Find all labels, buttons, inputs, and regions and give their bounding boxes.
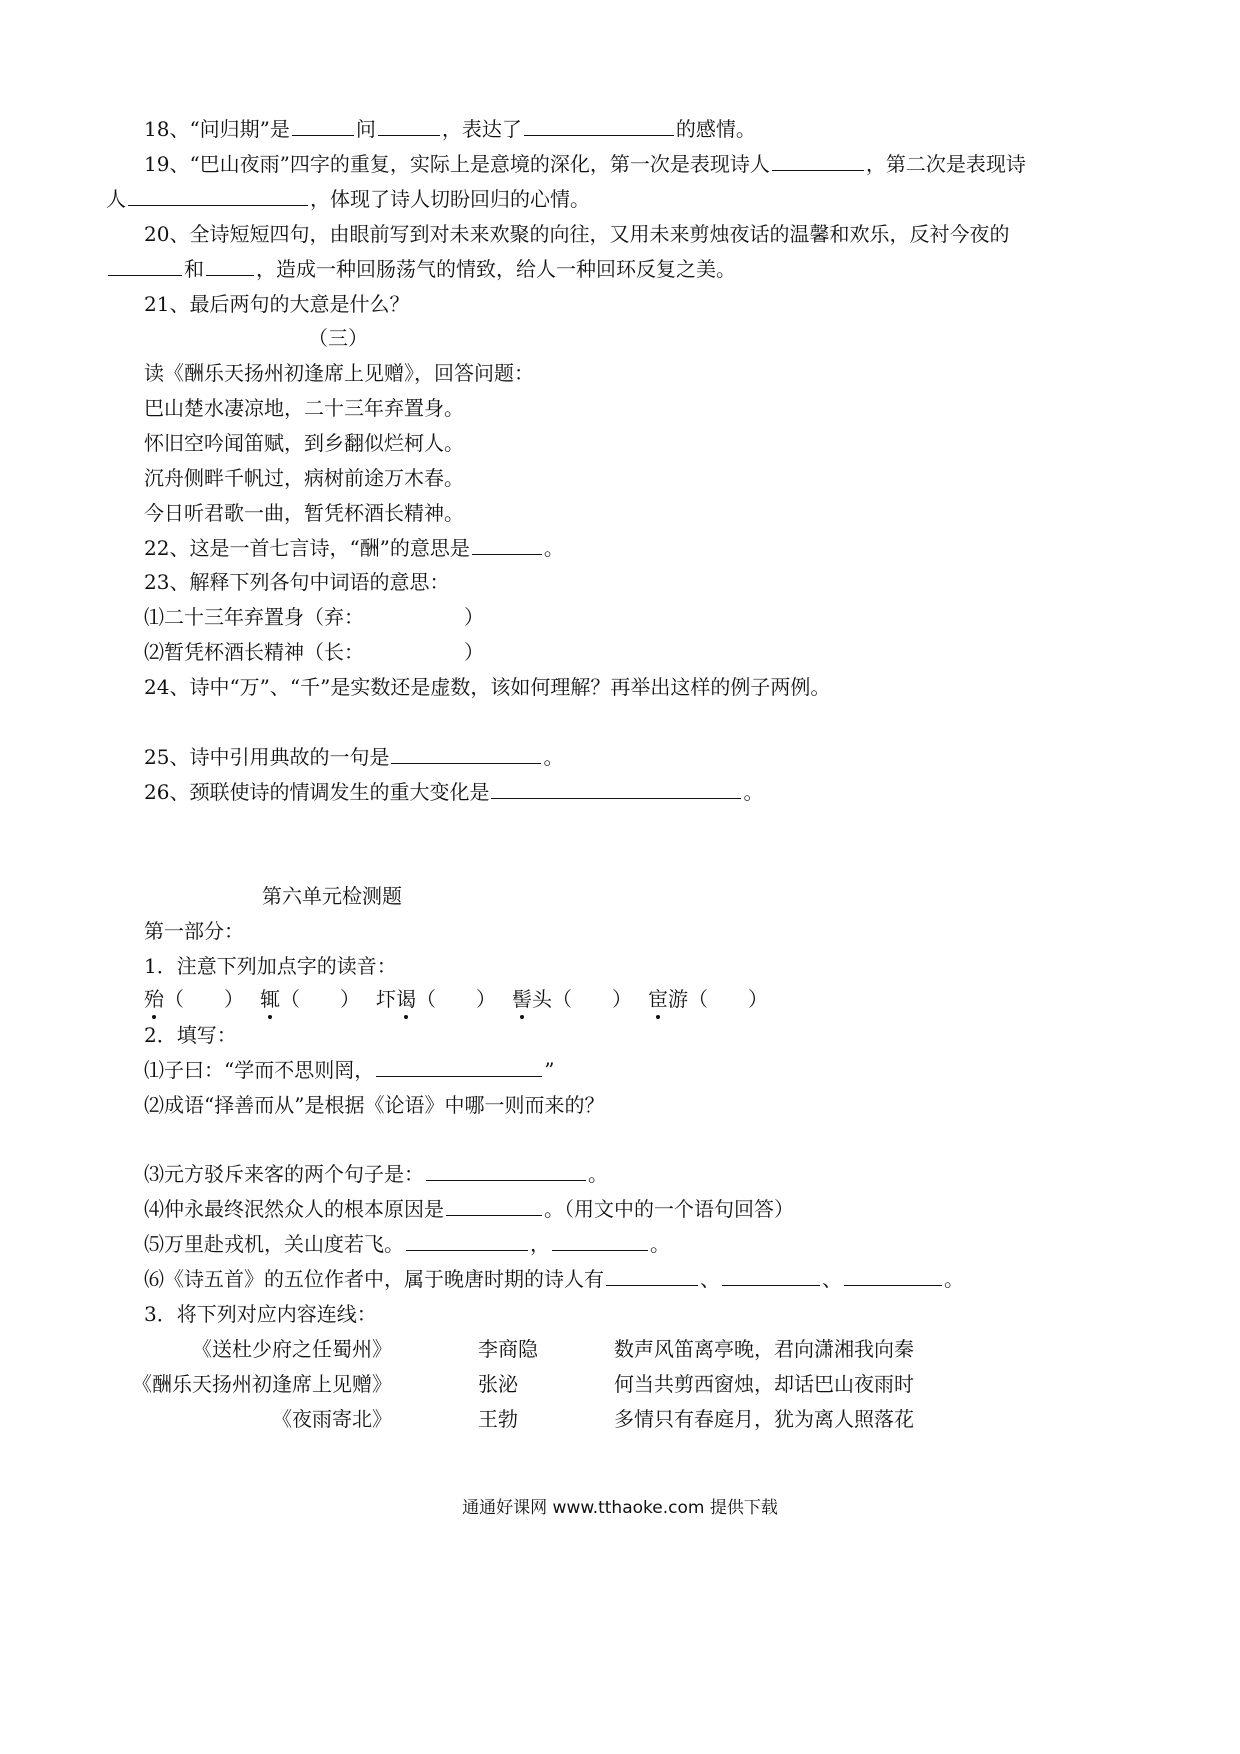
q26-text-b: 。 [743,780,764,804]
q22-text-a: 22、这是一首七言诗，“酬”的意思是 [144,536,470,560]
match-line[interactable]: 多情只有春庭月，犹为离人照落花 [614,1407,914,1431]
blank[interactable] [491,778,741,799]
blank[interactable] [552,1230,648,1251]
q19-text-a: 19、“巴山夜雨”四字的重复，实际上是意境的深化，第一次是表现诗人 [144,152,770,176]
plain-char: 圷 [376,987,396,1011]
q19-text-b: ，第二次是表现诗 [865,152,1026,176]
question-p2: 2．填写： [144,1023,237,1047]
p2-5-text-c: 。 [650,1232,670,1256]
answer-paren[interactable]: （ ） [416,987,496,1011]
q23-2-text-a: ⑵暂凭杯酒长精神（长： [144,640,364,664]
q25-text-a: 25、诗中引用典故的一句是 [144,745,390,769]
unit-title: 第六单元检测题 [262,884,402,908]
blank[interactable] [472,534,542,555]
answer-paren[interactable]: （ ） [280,987,360,1011]
match-title[interactable]: 《送杜少府之任蜀州》 [192,1337,392,1361]
p2-3-text-b: 。 [588,1162,608,1186]
q18-text-d: 的感情。 [675,117,756,141]
question-p3: 3．将下列对应内容连线： [144,1302,377,1326]
q20-text-c: ，造成一种回肠荡气的情致，给人一种回环反复之美。 [256,257,736,281]
q18-text-b: 问 [355,117,376,141]
question-p2-6 [144,1265,964,1293]
question-21: 21、最后两句的大意是什么？ [144,292,410,316]
blank[interactable] [378,115,440,136]
blank[interactable] [391,743,541,764]
question-19-line2 [106,185,590,213]
part-heading: 第一部分： [144,919,244,943]
question-p2-5 [144,1230,670,1258]
blank[interactable] [128,185,308,206]
dotted-char: 宦 [648,987,668,1011]
q20-text-a: 20、全诗短短四句，由眼前写到对未来欢聚的向往，又用未来剪烛夜话的温馨和欢乐，反衬今夜的 [144,222,1010,246]
p2-1-text-b: ” [544,1058,555,1082]
poem-line: 怀旧空吟闻笛赋，到乡翻似烂柯人。 [144,431,464,455]
blank[interactable] [426,1160,586,1181]
blank[interactable] [376,1056,542,1077]
p2-5-text-b: ， [530,1232,550,1256]
section-heading: （三） [308,326,368,350]
question-p2-2: ⑵成语“择善而从”是根据《论语》中哪一则而来的？ [144,1093,605,1117]
blank[interactable] [292,115,354,136]
p2-4-text-b: 。（用文中的一个语句回答） [544,1197,794,1221]
q22-text-b: 。 [543,536,564,560]
plain-char: 头 [532,987,552,1011]
poem-line: 沉舟侧畔千帆过，病树前途万木春。 [144,466,464,490]
question-p2-1 [144,1056,554,1084]
match-author[interactable]: 张泌 [478,1372,518,1396]
blank[interactable] [406,1230,528,1251]
blank[interactable] [606,1265,698,1286]
question-19-line1 [144,150,1026,178]
pronunciation-row [144,985,768,1013]
q18-text-c: ，表达了 [441,117,522,141]
poem-line: 今日听君歌一曲，暂凭杯酒长精神。 [144,501,464,525]
blank[interactable] [206,255,254,276]
p2-4-text-a: ⑷仲永最终泯然众人的根本原因是 [144,1197,444,1221]
footer-text: 通通好课网 www.tthaoke.com 提供下载 [462,1498,778,1518]
match-author[interactable]: 李商隐 [478,1337,538,1361]
question-p1: 1．注意下列加点字的读音： [144,954,397,978]
dotted-char: 辄 [260,987,280,1011]
q25-text-b: 。 [543,745,564,769]
q23-1-text-a: ⑴二十三年弃置身（弃： [144,605,364,629]
question-24: 24、诗中“万”、“千”是实数还是虚数，该如何理解？再举出这样的例子两例。 [144,675,831,699]
pron-item [260,987,360,1011]
question-26 [144,778,763,806]
p2-6-text-c: 、 [822,1267,842,1291]
blank[interactable] [108,255,182,276]
question-20-line2 [106,255,736,283]
pron-item [512,987,632,1011]
pron-item [376,987,496,1011]
reading-intro: 读《酬乐天扬州初逢席上见赠》，回答问题： [144,361,534,385]
answer-paren[interactable]: （ ） [164,987,244,1011]
match-author[interactable]: 王勃 [478,1407,518,1431]
answer-paren[interactable]: （ ） [688,987,768,1011]
p2-6-text-b: 、 [700,1267,720,1291]
question-23-1 [144,603,484,631]
q19-text-d: ，体现了诗人切盼回归的心情。 [310,187,590,211]
p2-6-text-d: 。 [944,1267,964,1291]
q20-text-b: 和 [184,257,204,281]
question-20-line1 [144,220,1009,248]
question-23-2 [144,638,484,666]
question-25 [144,743,563,771]
question-p2-3 [144,1160,608,1188]
q26-text-a: 26、颈联使诗的情调发生的重大变化是 [144,780,490,804]
question-22 [144,534,564,562]
blank[interactable] [772,150,864,171]
p2-3-text-a: ⑶元方驳斥来客的两个句子是： [144,1162,424,1186]
dotted-char: 髻 [512,987,532,1011]
dotted-char: 殆 [144,987,164,1011]
p2-6-text-a: ⑹《诗五首》的五位作者中，属于晚唐时期的诗人有 [144,1267,604,1291]
p2-5-text-a: ⑸万里赴戎机，关山度若飞。 [144,1232,404,1256]
pron-item [648,987,768,1011]
dotted-char: 谒 [396,987,416,1011]
question-p2-4 [144,1195,794,1223]
plain-char: 游 [668,987,688,1011]
q23-2-text-b: ） [464,640,484,664]
p2-1-text-a: ⑴子曰：“学而不思则罔， [144,1058,375,1082]
q19-text-c: 人 [106,187,126,211]
match-line[interactable]: 何当共剪西窗烛，却话巴山夜雨时 [614,1372,914,1396]
q18-text-a: 18、“问归期”是 [144,117,290,141]
answer-paren[interactable]: （ ） [552,987,632,1011]
match-line[interactable]: 数声风笛离亭晚，君向潇湘我向秦 [614,1337,914,1361]
blank[interactable] [722,1265,820,1286]
blank[interactable] [524,115,674,136]
pron-item [144,987,244,1011]
match-title[interactable]: 《酬乐天扬州初逢席上见赠》 [132,1372,392,1396]
poem-line: 巴山楚水凄凉地，二十三年弃置身。 [144,396,464,420]
blank[interactable] [844,1265,942,1286]
match-title[interactable]: 《夜雨寄北》 [272,1407,392,1431]
q23-1-text-b: ） [464,605,484,629]
question-23: 23、解释下列各句中词语的意思： [144,570,450,594]
question-18 [144,115,756,143]
blank[interactable] [446,1195,542,1216]
